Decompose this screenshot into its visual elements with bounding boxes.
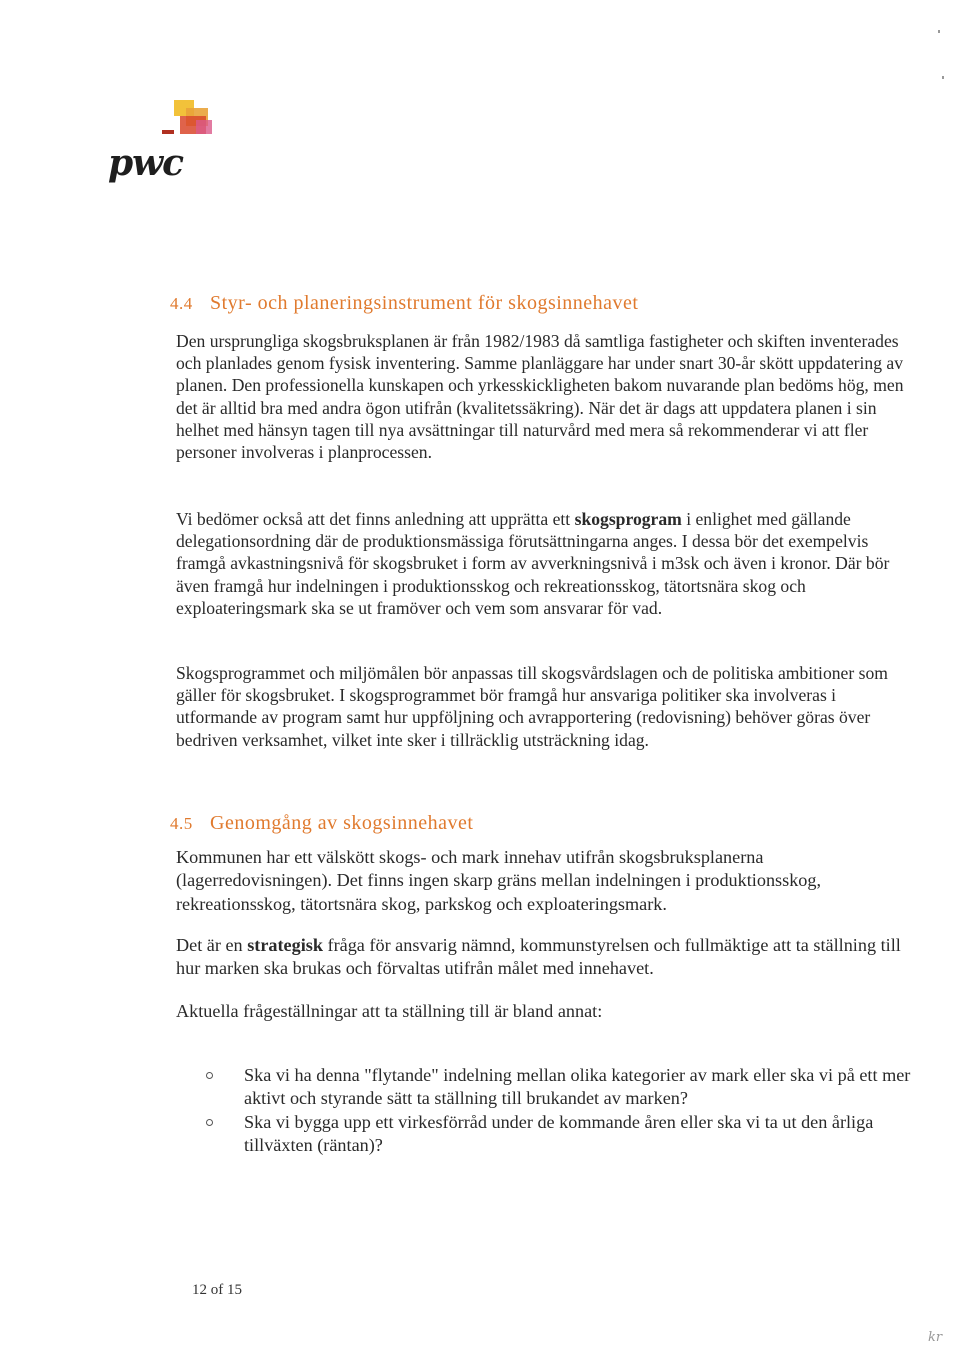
section-heading-4-5 bbox=[170, 812, 473, 835]
text-run: fråga för ansvarig nämnd, kommunstyrelsen och fullmäktige att ta ställning till hur marken ska brukas och förvaltas utifrån målet med innehavet. bbox=[176, 935, 901, 979]
paragraph-miljomal: Skogsprogrammet och miljömålen bör anpassas till skogsvårdslagen och de politiska ambitioner som gäller för skogsbruket. I skogsprogrammet bör framgå hur ansvariga politiker ska involveras i utformande av program samt hur uppföljning och avrapportering (redovisning) behöver göras över bedriven verksamhet, vilket inte sker i tillräcklig utsträckning idag. bbox=[176, 663, 888, 750]
text-run: Det är en bbox=[176, 935, 248, 955]
emphasis-skogsprogram: skogsprogram bbox=[574, 509, 682, 529]
corner-initials: kr bbox=[928, 1330, 943, 1345]
paragraph-skogsprogram bbox=[176, 508, 904, 619]
pwc-logo bbox=[108, 96, 228, 186]
paragraph-plan-origin: Den ursprungliga skogsbruksplanen är från 1982/1983 då samtliga fastigheter och skiften inventerades och planlades genom fysisk inventering. Samme planläggare har under snart 30-år skött uppdatering av planen. Den professionella kunskapen och yrkesskickligheten bakom nuvarande plan bedöms hög, men det är alltid bra med andra ögon utifrån (kvalitetssäkring). När det är dags att uppdatera planen i sin helhet med hänsyn tagen till nya avsättningar till naturvård med mera så rekommenderar vi att fler personer involveras i planprocessen. bbox=[176, 331, 904, 463]
list-item-text: Ska vi bygga upp ett virkesförråd under de kommande åren eller ska vi ta ut den årliga tillväxten (räntan)? bbox=[244, 1111, 874, 1155]
emphasis-strategisk: strategisk bbox=[247, 935, 323, 955]
section-heading-4-4 bbox=[170, 292, 638, 315]
section-title: Styr- och planeringsinstrument för skogsinnehavet bbox=[210, 292, 639, 314]
list-item bbox=[190, 1064, 920, 1111]
list-item bbox=[190, 1111, 920, 1158]
paragraph-innehav: Kommunen har ett välskött skogs- och mark innehav utifrån skogsbruksplanerna (lagerredovisningen). Det finns ingen skarp gräns mellan indelningen i produktionsskog, rekreationsskog, tätortsnära skog, parkskog och exploateringsmark. bbox=[176, 847, 822, 914]
bullet-icon bbox=[206, 1072, 213, 1079]
paragraph-strategisk bbox=[176, 934, 904, 981]
bullet-icon bbox=[206, 1119, 213, 1126]
section-title: Genomgång av skogsinnehavet bbox=[210, 812, 474, 834]
text-run: i enlighet med gällande delegationsordning där de produktionsmässiga förutsättningarna anges. I dessa bör det exempelvis framgå avkastningsnivå för skogsbruket i form av avverkningsnivå i m3sk och även i kronor. Där bör även framgå hur indelningen i produktionsskog och rekreationsskog, tätortsnära skog och exploateringsmark ska se ut framöver och vem som ansvarar för vad. bbox=[176, 509, 890, 618]
list-item-text: Ska vi ha denna "flytande" indelning mellan olika kategorier av mark eller ska vi på ett mer aktivt och styrande sätt ta ställning till brukandet av marken? bbox=[244, 1065, 911, 1109]
scan-mark bbox=[942, 76, 944, 79]
scan-mark bbox=[938, 30, 940, 33]
question-list bbox=[190, 1064, 920, 1157]
text-run: Vi bedömer också att det finns anledning att upprätta ett bbox=[176, 509, 575, 529]
page-number: 12 of 15 bbox=[192, 1282, 242, 1298]
section-number: 4.5 bbox=[170, 814, 193, 833]
logo-wordmark: pwc bbox=[108, 142, 184, 184]
paragraph-fragestallningar: Aktuella frågeställningar att ta ställning till är bland annat: bbox=[176, 1001, 603, 1021]
section-number: 4.4 bbox=[170, 294, 193, 313]
